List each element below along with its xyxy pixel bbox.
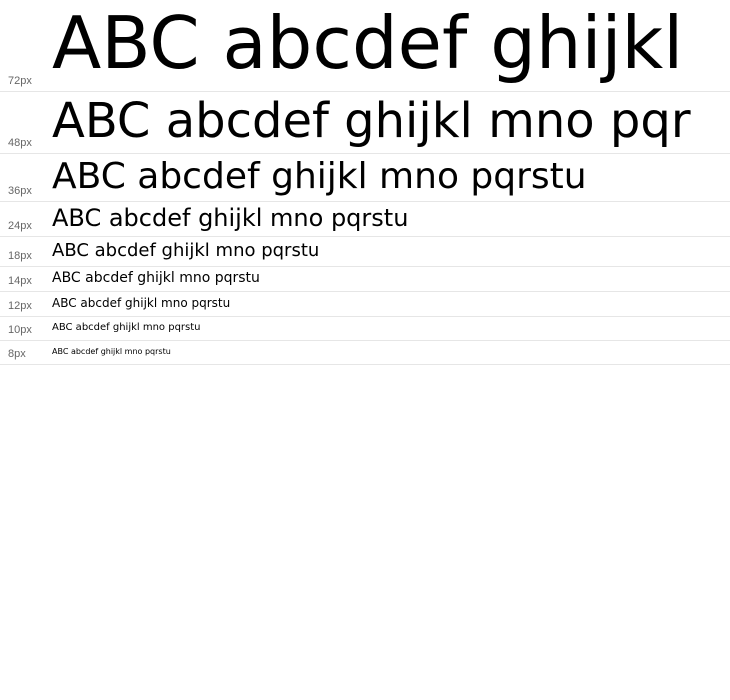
sample-text: ABC abcdef ghijkl mno pqr (52, 93, 691, 149)
size-label: 14px (8, 275, 32, 287)
sample-text: ABC abcdef ghijkl mno pqrstu (52, 322, 201, 333)
sample-text: ABC abcdef ghijkl mno pqrstu (52, 156, 587, 197)
sample-text: ABC abcdef ghijkl (52, 1, 684, 85)
specimen-row (0, 237, 730, 267)
specimen-row (0, 154, 730, 202)
specimen-row (0, 202, 730, 237)
size-label: 10px (8, 324, 32, 336)
size-label: 24px (8, 220, 32, 232)
specimen-row (0, 292, 730, 317)
specimen-row (0, 341, 730, 365)
specimen-row (0, 267, 730, 292)
size-label: 12px (8, 300, 32, 312)
sample-text: ABC abcdef ghijkl mno pqrstu (52, 347, 171, 356)
specimen-row (0, 0, 730, 92)
specimen-row (0, 92, 730, 154)
size-label: 48px (8, 137, 32, 149)
sample-text: ABC abcdef ghijkl mno pqrstu (52, 240, 320, 261)
size-label: 72px (8, 75, 32, 87)
sample-text: ABC abcdef ghijkl mno pqrstu (52, 296, 231, 310)
size-label: 8px (8, 348, 26, 360)
size-label: 18px (8, 250, 32, 262)
specimen-row (0, 317, 730, 341)
sample-text: ABC abcdef ghijkl mno pqrstu (52, 270, 260, 286)
sample-text: ABC abcdef ghijkl mno pqrstu (52, 204, 409, 232)
size-label: 36px (8, 185, 32, 197)
